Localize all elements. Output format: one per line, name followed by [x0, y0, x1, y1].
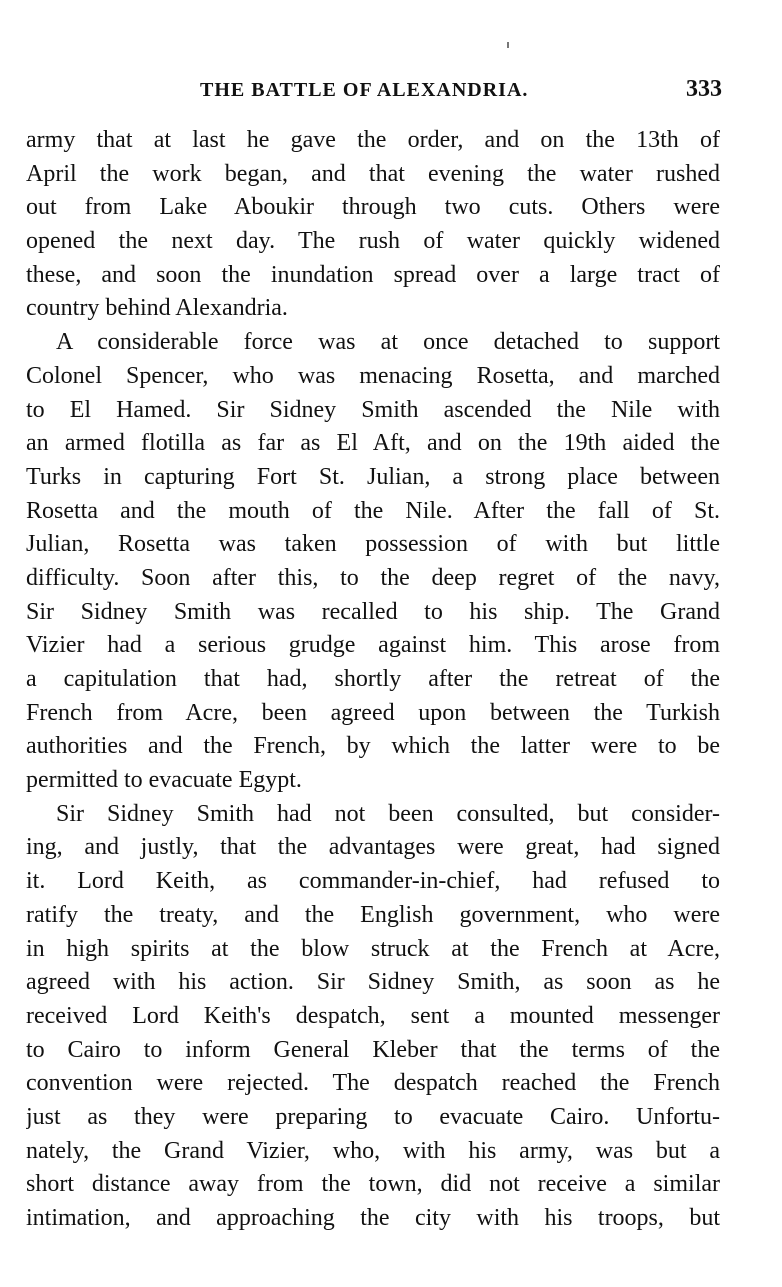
text-line: out from Lake Aboukir through two cuts. Others were [26, 194, 720, 221]
text-line: ratify the treaty, and the English government, who were [26, 901, 720, 928]
text-line: an armed flotilla as far as El Aft, and on the 19th aided the [26, 430, 720, 457]
body-text [26, 124, 720, 1236]
text-line: these, and soon the inundation spread over a large tract of [26, 261, 720, 288]
text-line: French from Acre, been agreed upon between the Turkish [26, 699, 720, 726]
text-line: in high spirits at the blow struck at the French at Acre, [26, 935, 720, 962]
text-line: to Cairo to inform General Kleber that the terms of the [26, 1036, 720, 1063]
text-line: ing, and justly, that the advantages were great, had signed [26, 834, 720, 861]
text-line: convention were rejected. The despatch reached the French [26, 1070, 720, 1097]
text-line: Sir Sidney Smith had not been consulted, but consider- [56, 800, 720, 827]
text-line: permitted to evacuate Egypt. [26, 767, 302, 794]
text-line: opened the next day. The rush of water quickly widened [26, 228, 720, 255]
text-line: agreed with his action. Sir Sidney Smith, as soon as he [26, 969, 720, 996]
text-line: April the work began, and that evening the water rushed [26, 160, 720, 187]
text-line: authorities and the French, by which the latter were to be [26, 733, 720, 760]
text-line: short distance away from the town, did not receive a similar [26, 1171, 720, 1198]
running-title: THE BATTLE OF ALEXANDRIA. [200, 79, 529, 101]
text-line: nately, the Grand Vizier, who, with his army, was but a [26, 1137, 720, 1164]
text-line: Turks in capturing Fort St. Julian, a strong place between [26, 463, 720, 490]
text-line: Sir Sidney Smith was recalled to his ship. The Grand [26, 598, 720, 625]
text-line: Colonel Spencer, who was menacing Rosetta, and marched [26, 362, 720, 389]
text-line: intimation, and approaching the city with his troops, but [26, 1205, 720, 1231]
text-line: a capitulation that had, shortly after the retreat of the [26, 666, 720, 692]
text-line: army that at last he gave the order, and on the 13th of [26, 127, 720, 153]
print-speck [507, 42, 509, 48]
page-number: 333 [686, 76, 722, 102]
text-line: country behind Alexandria. [26, 295, 288, 322]
page-header [26, 76, 722, 108]
text-line: Julian, Rosetta was taken possession of with but little [26, 531, 720, 558]
text-line: Rosetta and the mouth of the Nile. After the fall of St. [26, 497, 720, 524]
text-line: to El Hamed. Sir Sidney Smith ascended the Nile with [26, 396, 720, 423]
text-line: received Lord Keith's despatch, sent a mounted messenger [26, 1002, 720, 1029]
text-line: Vizier had a serious grudge against him. This arose from [26, 632, 720, 659]
text-line: it. Lord Keith, as commander-in-chief, had refused to [26, 868, 720, 895]
text-line: A considerable force was at once detached to support [56, 329, 720, 356]
text-line: difficulty. Soon after this, to the deep regret of the navy, [26, 564, 720, 591]
text-line: just as they were preparing to evacuate Cairo. Unfortu- [26, 1103, 720, 1130]
